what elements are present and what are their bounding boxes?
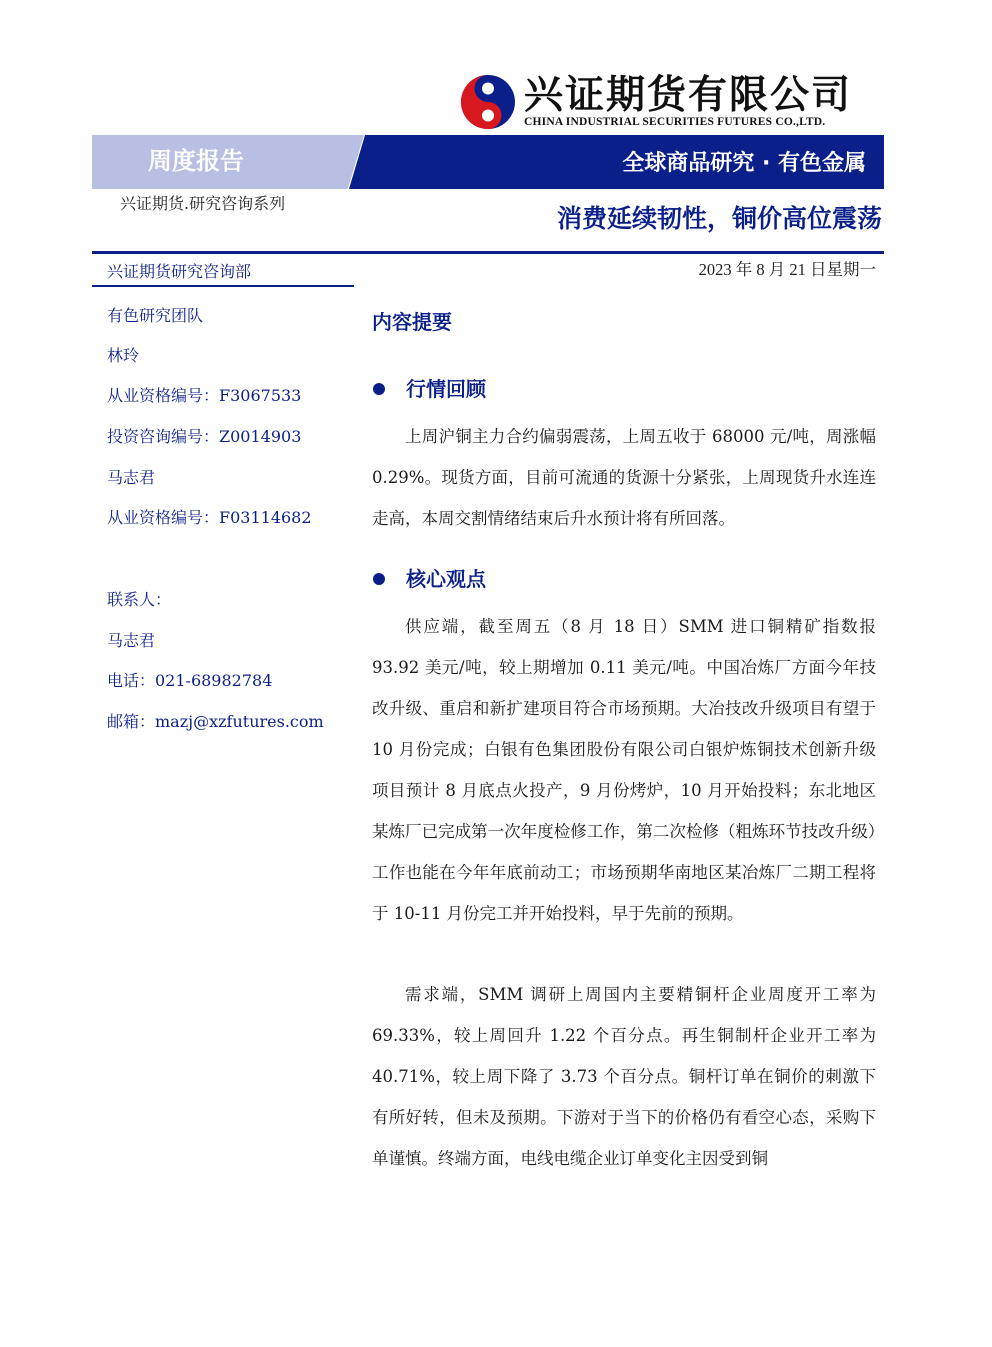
header-divider xyxy=(92,251,884,254)
report-category: 全球商品研究 · 有色金属 xyxy=(622,151,866,176)
contact-name: 马志君 xyxy=(107,631,156,650)
section-title-core-view: 核心观点 xyxy=(406,567,486,591)
report-headline: 消费延续韧性，铜价高位震荡 xyxy=(556,204,882,233)
analyst-name: 林玲 xyxy=(107,346,140,365)
company-name: 兴证期货有限公司 xyxy=(524,72,853,118)
bullet-icon xyxy=(373,573,385,585)
analyst-name: 马志君 xyxy=(107,468,156,487)
report-date: 2023 年 8 月 21 日星期一 xyxy=(698,260,876,279)
analyst-qualification-id: 从业资格编号：F03114682 xyxy=(107,508,312,527)
contact-phone: 电话：021-68982784 xyxy=(107,671,273,690)
report-series: 兴证期货.研究咨询系列 xyxy=(120,194,286,213)
analyst-advisory-id: 投资咨询编号：Z0014903 xyxy=(107,427,302,446)
contact-label: 联系人： xyxy=(107,590,172,609)
team-name: 有色研究团队 xyxy=(107,306,204,325)
core-view-paragraph-supply: 供应端，截至周五（8 月 18 日）SMM 进口铜精矿指数报 93.92 美元/吨，较上期增加 0.11 美元/吨。中国冶炼厂方面今年技改升级、重启和新扩建项目符合市场预期。大冶技改升级项目有望于 10 月份完成；白银有色集团股份有限公司白银炉炼铜技术创新升级项目预计 8 月底点火投产，9 月份烤炉，10 月开始投料；东北地区某炼厂已完成第一次年度检修工作，第二次检修（粗炼环节技改升级）工作也能在今年年底前动工；市场预期华南地区某冶炼厂二期工程将于 10-11 月份完工并开始投料，早于先前的预期。 xyxy=(372,617,876,923)
core-view-paragraph-demand: 需求端，SMM 调研上周国内主要精铜杆企业周度开工率为 69.33%，较上周回升 1.22 个百分点。再生铜制杆企业开工率为 40.71%，较上周下降了 3.73 个百分点。铜杆订单在铜价的刺激下有所好转，但未及预期。下游对于当下的价格仍有看空心态，采购下单谨慎。终端方面，电线电缆企业订单变化主因受到铜 xyxy=(372,985,876,1168)
market-review-paragraph: 上周沪铜主力合约偏弱震荡，上周五收于 68000 元/吨，周涨幅 0.29%。现货方面，目前可流通的货源十分紧张，上周现货升水连连走高，本周交割情绪结束后升水预计将有所回落。 xyxy=(372,427,876,528)
department-name: 兴证期货研究咨询部 xyxy=(107,262,252,281)
summary-title: 内容提要 xyxy=(372,310,452,334)
company-logo-icon xyxy=(460,74,516,130)
contact-email[interactable]: 邮箱：mazj@xzfutures.com xyxy=(107,712,324,731)
analyst-qualification-id: 从业资格编号：F3067533 xyxy=(107,386,302,405)
company-name-en: CHINA INDUSTRIAL SECURITIES FUTURES CO.,LTD. xyxy=(524,116,826,128)
report-type: 周度报告 xyxy=(148,147,244,175)
section-title-market-review: 行情回顾 xyxy=(406,377,486,401)
sidebar-divider xyxy=(92,285,354,287)
bullet-icon xyxy=(373,383,385,395)
